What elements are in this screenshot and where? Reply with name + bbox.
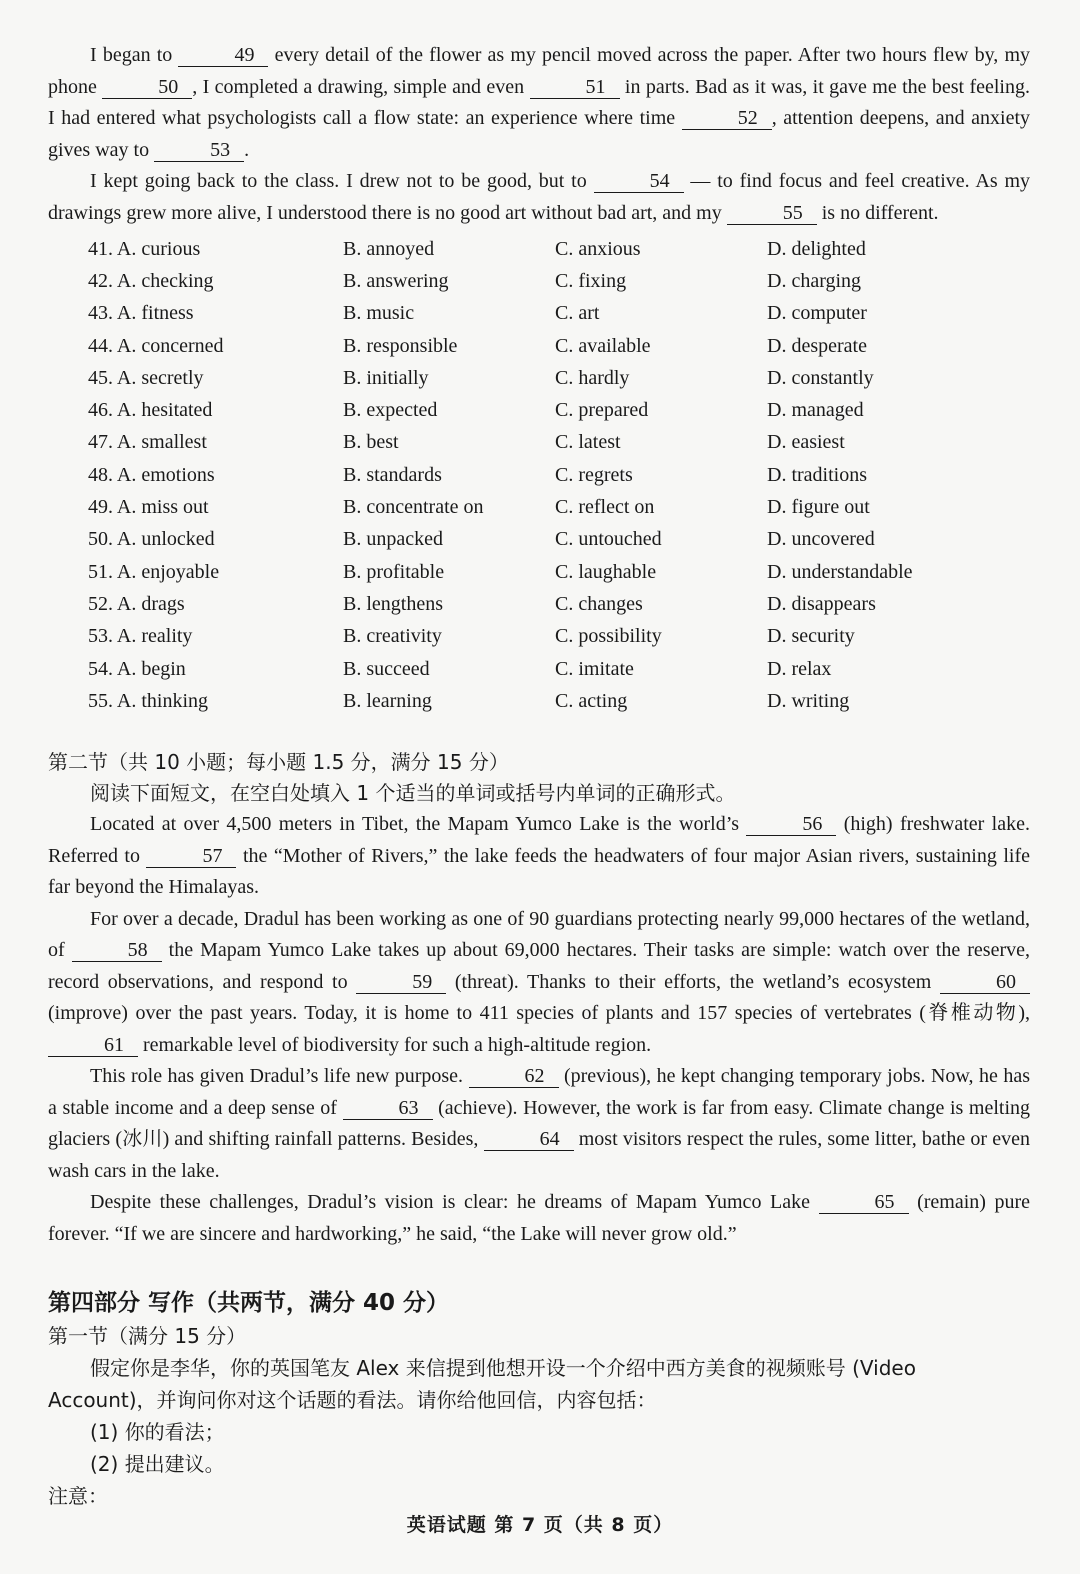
part4-heading: 第四部分 写作（共两节，满分 40 分） (48, 1290, 450, 1317)
option-c: C. acting (555, 689, 628, 712)
option-d: D. disappears (767, 592, 876, 615)
option-row (48, 298, 1030, 330)
option-row (48, 362, 1030, 394)
option-c: C. changes (555, 592, 643, 615)
option-d: D. traditions (767, 463, 867, 486)
text-run: the “Mother of Rivers,” the lake feeds the headwaters of four major Asian rivers, sustaining life far beyond the Himalayas. (48, 844, 1030, 899)
question-number: 41. (88, 237, 113, 260)
blank-53: 53 (154, 139, 244, 162)
option-a-text: A. checking (116, 269, 214, 292)
option-row (48, 265, 1030, 297)
option-a (88, 335, 343, 358)
blank-56: 56 (746, 813, 836, 836)
text-run: (threat). Thanks to their efforts, the wetland’s ecosystem (446, 970, 940, 993)
option-a-text: A. thinking (116, 689, 209, 712)
blank-62: 62 (469, 1065, 559, 1088)
question-number: 53. (88, 625, 113, 648)
text-run: remarkable level of biodiversity for such a high-altitude region. (138, 1033, 652, 1056)
option-row (48, 427, 1030, 459)
text-run: (previous), he kept changing temporary jobs. Now, he has a stable income and a deep sense of (48, 1065, 1030, 1119)
option-row (48, 653, 1030, 685)
option-b: B. standards (343, 463, 442, 486)
option-d: D. charging (767, 269, 862, 292)
text-run: (improve) over the past years. Today, it is home to 411 species of plants and 157 species of vertebrates (脊椎动物), (48, 1002, 1030, 1025)
option-d: D. relax (767, 657, 832, 680)
part4-section1-heading: 第一节（满分 15 分） (48, 1324, 247, 1349)
option-row (48, 491, 1030, 523)
option-a (88, 302, 343, 325)
option-c: C. art (555, 302, 600, 325)
blank-55: 55 (727, 202, 817, 225)
option-a-text: A. emotions (116, 463, 215, 486)
option-a-text: A. begin (116, 657, 186, 680)
option-c: C. reflect on (555, 496, 655, 519)
option-d: D. easiest (767, 431, 845, 454)
option-row (48, 524, 1030, 556)
question-number: 45. (88, 366, 113, 389)
grammar-paragraph-2 (48, 904, 1030, 1062)
option-a-text: A. smallest (116, 431, 207, 454)
option-a (88, 625, 343, 648)
option-row (48, 233, 1030, 265)
option-row (48, 588, 1030, 620)
question-number: 54. (88, 657, 113, 680)
text-run: Located at over 4,500 meters in Tibet, the Mapam Yumco Lake is the world’s (90, 813, 747, 836)
grammar-paragraph-3 (48, 1061, 1030, 1187)
blank-57: 57 (146, 845, 236, 868)
option-a (88, 431, 343, 454)
option-b: B. expected (343, 399, 438, 422)
blank-52: 52 (682, 107, 772, 130)
option-a (88, 399, 343, 422)
option-c: C. fixing (555, 269, 627, 292)
text-run: For over a decade, Dradul has been working as one of 90 guardians protecting nearly 99,000 hectares of the wetland, of (48, 907, 1030, 962)
text-run: (remain) pure forever. “If we are sincere and hardworking,” he said, “the Lake will never grow old.” (48, 1191, 1030, 1245)
option-a (88, 690, 343, 713)
blank-54: 54 (594, 170, 684, 193)
option-b: B. best (343, 431, 399, 454)
question-number: 50. (88, 528, 113, 551)
option-row (48, 459, 1030, 491)
text-run: (achieve). However, the work is far from easy. Climate change is melting glaciers (冰川) and shifting rainfall patterns. Besides, (48, 1096, 1030, 1151)
option-a-text: A. concerned (116, 334, 224, 357)
option-b: B. responsible (343, 334, 458, 357)
option-a-text: A. secretly (116, 366, 204, 389)
cloze-paragraph-2 (48, 166, 1030, 229)
option-a (88, 238, 343, 261)
option-a (88, 367, 343, 390)
text-run: is no different. (816, 201, 939, 224)
option-c: C. latest (555, 431, 621, 454)
option-row (48, 685, 1030, 717)
question-number: 49. (88, 496, 113, 519)
section2-instruction: 阅读下面短文，在空白处填入 1 个适当的单词或括号内单词的正确形式。 (90, 781, 736, 806)
option-d: D. uncovered (767, 528, 875, 551)
cloze-paragraph-1 (48, 40, 1030, 166)
option-b: B. succeed (343, 657, 430, 680)
writing-item-1: (1) 你的看法； (90, 1420, 225, 1445)
option-d: D. security (767, 625, 855, 648)
option-row (48, 394, 1030, 426)
option-b: B. lengthens (343, 592, 443, 615)
option-a (88, 496, 343, 519)
text-run: This role has given Dradul’s life new purpose. (90, 1065, 469, 1088)
page-footer: 英语试题 第 7 页（共 8 页） (406, 1514, 674, 1536)
option-b: B. learning (343, 689, 432, 712)
option-a (88, 270, 343, 293)
option-b: B. annoyed (343, 237, 435, 260)
blank-63: 63 (343, 1097, 433, 1120)
blank-58: 58 (72, 939, 162, 962)
option-a (88, 561, 343, 584)
option-d: D. constantly (767, 366, 874, 389)
option-a-text: A. hesitated (116, 399, 213, 422)
blank-65: 65 (819, 1191, 909, 1214)
option-c: C. imitate (555, 657, 634, 680)
option-c: C. laughable (555, 560, 657, 583)
question-number: 52. (88, 592, 113, 615)
question-number: 46. (88, 399, 113, 422)
option-a (88, 593, 343, 616)
writing-prompt: 假定你是李华，你的英国笔友 Alex 来信提到他想开设一个介绍中西方美食的视频账号 (Video Account)，并询问你对这个话题的看法。请你给他回信，内容包括： (48, 1356, 916, 1413)
text-run: most visitors respect the rules, some litter, bathe or even wash cars in the lake. (48, 1128, 1030, 1182)
question-number: 48. (88, 463, 113, 486)
option-c: C. prepared (555, 399, 649, 422)
blank-64: 64 (484, 1128, 574, 1151)
text-run: Despite these challenges, Dradul’s vision is clear: he dreams of Mapam Yumco Lake (90, 1191, 819, 1214)
grammar-paragraph-1 (48, 809, 1030, 904)
option-d: D. writing (767, 689, 850, 712)
blank-60: 60 (940, 971, 1030, 994)
option-c: C. anxious (555, 237, 641, 260)
text-run: every detail of the flower as my pencil moved across the paper. After two hours flew by, my phone (48, 44, 1030, 98)
question-number: 44. (88, 334, 113, 357)
option-b: B. initially (343, 366, 429, 389)
section2-heading: 第二节（共 10 小题；每小题 1.5 分，满分 15 分） (48, 750, 509, 775)
option-a-text: A. miss out (116, 496, 209, 519)
option-d: D. understandable (767, 560, 913, 583)
blank-50: 50 (102, 76, 192, 99)
option-b: B. unpacked (343, 528, 443, 551)
option-b: B. answering (343, 269, 449, 292)
option-row (48, 621, 1030, 653)
option-b: B. concentrate on (343, 496, 484, 519)
question-number: 42. (88, 269, 113, 292)
blank-49: 49 (178, 44, 268, 67)
question-number: 47. (88, 431, 113, 454)
option-a (88, 464, 343, 487)
option-a-text: A. reality (116, 625, 193, 648)
text-run: in parts. Bad as it was, it gave me the best feeling. I had entered what psychologists call a flow state: an experience where time (48, 75, 1030, 129)
text-run: (high) freshwater lake. Referred to (48, 813, 1030, 867)
option-a-text: A. fitness (116, 302, 194, 325)
option-a (88, 528, 343, 551)
blank-61: 61 (48, 1034, 138, 1057)
text-run: , I completed a drawing, simple and even (192, 75, 530, 98)
option-d: D. managed (767, 399, 864, 422)
question-number: 51. (88, 560, 113, 583)
question-number: 43. (88, 302, 113, 325)
option-a (88, 658, 343, 681)
option-a-text: A. curious (116, 237, 201, 260)
option-b: B. creativity (343, 625, 442, 648)
option-d: D. figure out (767, 496, 870, 519)
text-run: — to find focus and feel creative. As my drawings grew more alive, I understood there is no good art without bad art, and my (48, 170, 1031, 224)
option-row (48, 556, 1030, 588)
options-list (48, 233, 1030, 717)
blank-51: 51 (530, 76, 620, 99)
option-a-text: A. enjoyable (116, 560, 220, 583)
text-run: I kept going back to the class. I drew not to be good, but to (90, 170, 594, 192)
question-number: 55. (88, 689, 113, 712)
option-a-text: A. drags (116, 592, 185, 615)
writing-item-2: (2) 提出建议。 (90, 1452, 225, 1477)
option-b: B. profitable (343, 560, 445, 583)
text-run: I began to (90, 44, 179, 66)
option-d: D. delighted (767, 237, 866, 260)
option-c: C. available (555, 334, 651, 357)
option-b: B. music (343, 302, 415, 325)
option-c: C. hardly (555, 366, 630, 389)
text-run: . (244, 138, 250, 161)
text-run: the Mapam Yumco Lake takes up about 69,000 hectares. Their tasks are simple: watch over the reserve, record observations, and respond to (48, 939, 1030, 993)
blank-59: 59 (356, 971, 446, 994)
grammar-paragraph-4 (48, 1187, 1030, 1250)
option-d: D. desperate (767, 334, 867, 357)
option-c: C. regrets (555, 463, 633, 486)
text-run: , attention deepens, and anxiety gives way to (48, 107, 1031, 161)
option-c: C. untouched (555, 528, 662, 551)
option-c: C. possibility (555, 625, 662, 648)
option-d: D. computer (767, 302, 867, 325)
option-a-text: A. unlocked (116, 528, 215, 551)
option-row (48, 330, 1030, 362)
writing-note: 注意： (48, 1484, 108, 1509)
